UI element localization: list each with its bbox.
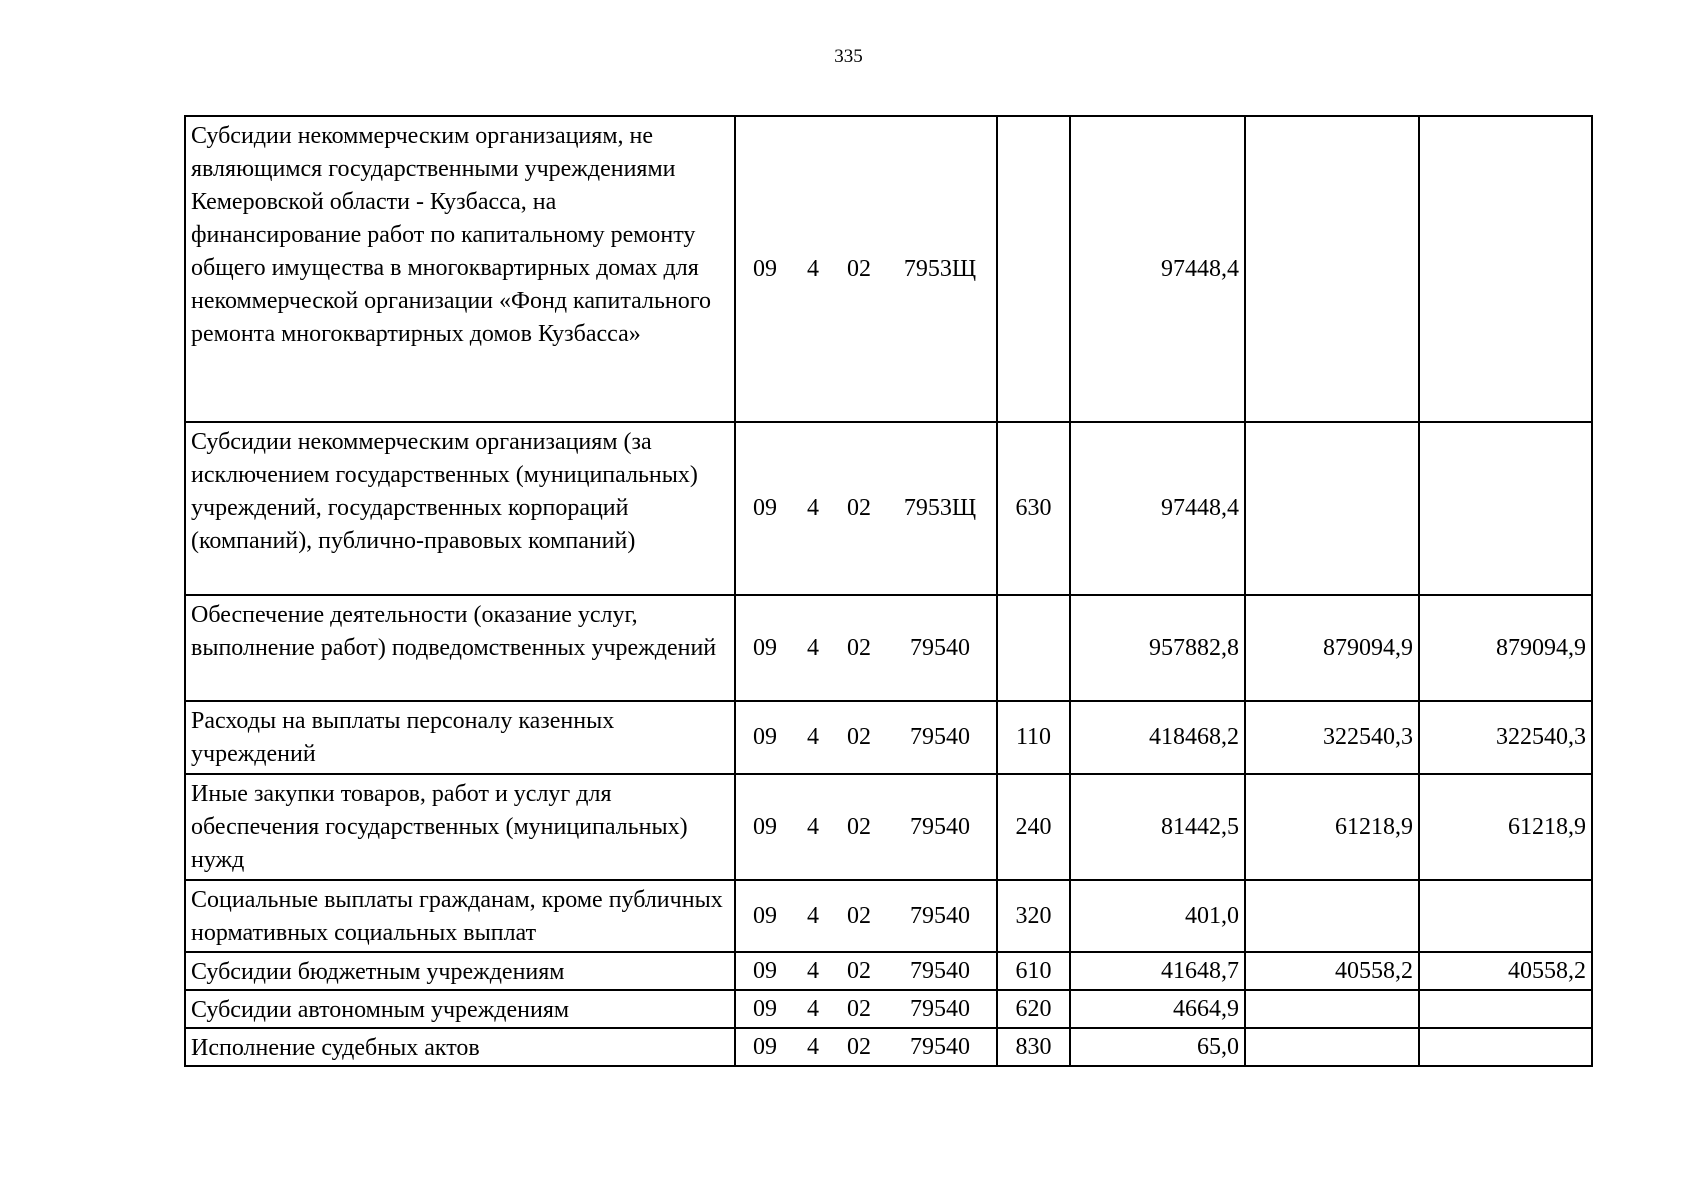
amount-year-3: 879094,9 — [1419, 595, 1592, 701]
code-subprogram: 4 — [807, 495, 819, 521]
row-name: Исполнение судебных актов — [185, 1028, 735, 1066]
code-group: 02 — [847, 957, 871, 984]
amount-year-3 — [1419, 880, 1592, 952]
code-subprogram: 4 — [807, 957, 819, 984]
code-section: 09 — [753, 995, 777, 1022]
row-name: Расходы на выплаты персоналу казенных учреждений — [185, 701, 735, 774]
code-section: 09 — [753, 495, 777, 521]
code-group: 02 — [847, 255, 871, 282]
row-codes — [735, 1028, 997, 1066]
amount-year-1: 65,0 — [1070, 1028, 1245, 1066]
code-group: 02 — [847, 495, 871, 521]
table-row — [185, 990, 1592, 1028]
amount-year-2: 40558,2 — [1245, 952, 1419, 990]
row-codes — [735, 774, 997, 880]
row-codes — [735, 990, 997, 1028]
amount-year-2: 879094,9 — [1245, 595, 1419, 701]
amount-year-1: 418468,2 — [1070, 701, 1245, 774]
row-name: Субсидии автономным учреждениям — [185, 990, 735, 1028]
amount-year-2 — [1245, 422, 1419, 595]
code-section: 09 — [753, 724, 777, 750]
row-name: Социальные выплаты гражданам, кроме публичных нормативных социальных выплат — [185, 880, 735, 952]
amount-year-1: 401,0 — [1070, 880, 1245, 952]
amount-year-3: 61218,9 — [1419, 774, 1592, 880]
amount-year-3: 40558,2 — [1419, 952, 1592, 990]
table-row — [185, 701, 1592, 774]
expense-type: 630 — [997, 422, 1070, 595]
table-row — [185, 952, 1592, 990]
amount-year-1: 81442,5 — [1070, 774, 1245, 880]
amount-year-2 — [1245, 990, 1419, 1028]
code-group: 02 — [847, 1033, 871, 1060]
table-row — [185, 116, 1592, 422]
row-codes — [735, 701, 997, 774]
code-section: 09 — [753, 957, 777, 984]
code-subprogram: 4 — [807, 813, 819, 840]
page-number: 335 — [834, 46, 863, 67]
code-article: 79540 — [910, 1033, 970, 1060]
code-group: 02 — [847, 813, 871, 840]
amount-year-2 — [1245, 116, 1419, 422]
code-article: 7953Щ — [903, 495, 977, 521]
row-codes — [735, 952, 997, 990]
expense-type: 320 — [997, 880, 1070, 952]
expense-type: 110 — [997, 701, 1070, 774]
amount-year-3 — [1419, 1028, 1592, 1066]
code-section: 09 — [753, 1033, 777, 1060]
expense-type: 240 — [997, 774, 1070, 880]
code-article: 79540 — [910, 957, 970, 984]
code-section: 09 — [753, 634, 777, 661]
row-codes — [735, 116, 997, 422]
code-section: 09 — [753, 902, 777, 929]
code-subprogram: 4 — [807, 1033, 819, 1060]
row-name: Субсидии некоммерческим организациям, не являющимся государственными учреждениями Кемеровской области - Кузбасса, на финансирование работ по капитальному ремонту общего имущества в многоквартирных домах для некоммерческой организации «Фонд капитального ремонта многоквартирных домов Кузбасса» — [185, 116, 735, 422]
row-name: Обеспечение деятельности (оказание услуг, выполнение работ) подведомственных учреждений — [185, 595, 735, 701]
table-row — [185, 880, 1592, 952]
code-group: 02 — [847, 995, 871, 1022]
amount-year-2 — [1245, 1028, 1419, 1066]
code-group: 02 — [847, 634, 871, 661]
table-row — [185, 1028, 1592, 1066]
code-article: 7953Щ — [903, 255, 977, 282]
code-article: 79540 — [910, 995, 970, 1022]
amount-year-3: 322540,3 — [1419, 701, 1592, 774]
code-article: 79540 — [910, 902, 970, 929]
row-codes — [735, 880, 997, 952]
table-row — [185, 595, 1592, 701]
code-subprogram: 4 — [807, 724, 819, 750]
amount-year-3 — [1419, 990, 1592, 1028]
amount-year-1: 97448,4 — [1070, 422, 1245, 595]
amount-year-2: 61218,9 — [1245, 774, 1419, 880]
amount-year-1: 957882,8 — [1070, 595, 1245, 701]
row-codes — [735, 422, 997, 595]
code-subprogram: 4 — [807, 634, 819, 661]
table-row — [185, 774, 1592, 880]
expense-type — [997, 116, 1070, 422]
code-subprogram: 4 — [807, 255, 819, 282]
code-article: 79540 — [910, 634, 970, 661]
row-name: Субсидии бюджетным учреждениям — [185, 952, 735, 990]
code-group: 02 — [847, 724, 871, 750]
code-section: 09 — [753, 255, 777, 282]
expense-type — [997, 595, 1070, 701]
code-group: 02 — [847, 902, 871, 929]
code-subprogram: 4 — [807, 902, 819, 929]
expense-type: 610 — [997, 952, 1070, 990]
amount-year-1: 4664,9 — [1070, 990, 1245, 1028]
code-section: 09 — [753, 813, 777, 840]
amount-year-2 — [1245, 880, 1419, 952]
amount-year-1: 97448,4 — [1070, 116, 1245, 422]
amount-year-3 — [1419, 116, 1592, 422]
row-name: Субсидии некоммерческим организациям (за исключением государственных (муниципальных) учреждений, государственных корпораций (компаний), публично-правовых компаний) — [185, 422, 735, 595]
amount-year-2: 322540,3 — [1245, 701, 1419, 774]
expense-type: 620 — [997, 990, 1070, 1028]
budget-table — [184, 115, 1593, 1067]
code-article: 79540 — [910, 724, 970, 750]
expense-type: 830 — [997, 1028, 1070, 1066]
amount-year-3 — [1419, 422, 1592, 595]
row-codes — [735, 595, 997, 701]
amount-year-1: 41648,7 — [1070, 952, 1245, 990]
row-name: Иные закупки товаров, работ и услуг для обеспечения государственных (муниципальных) нужд — [185, 774, 735, 880]
table-row — [185, 422, 1592, 595]
code-article: 79540 — [910, 813, 970, 840]
code-subprogram: 4 — [807, 995, 819, 1022]
